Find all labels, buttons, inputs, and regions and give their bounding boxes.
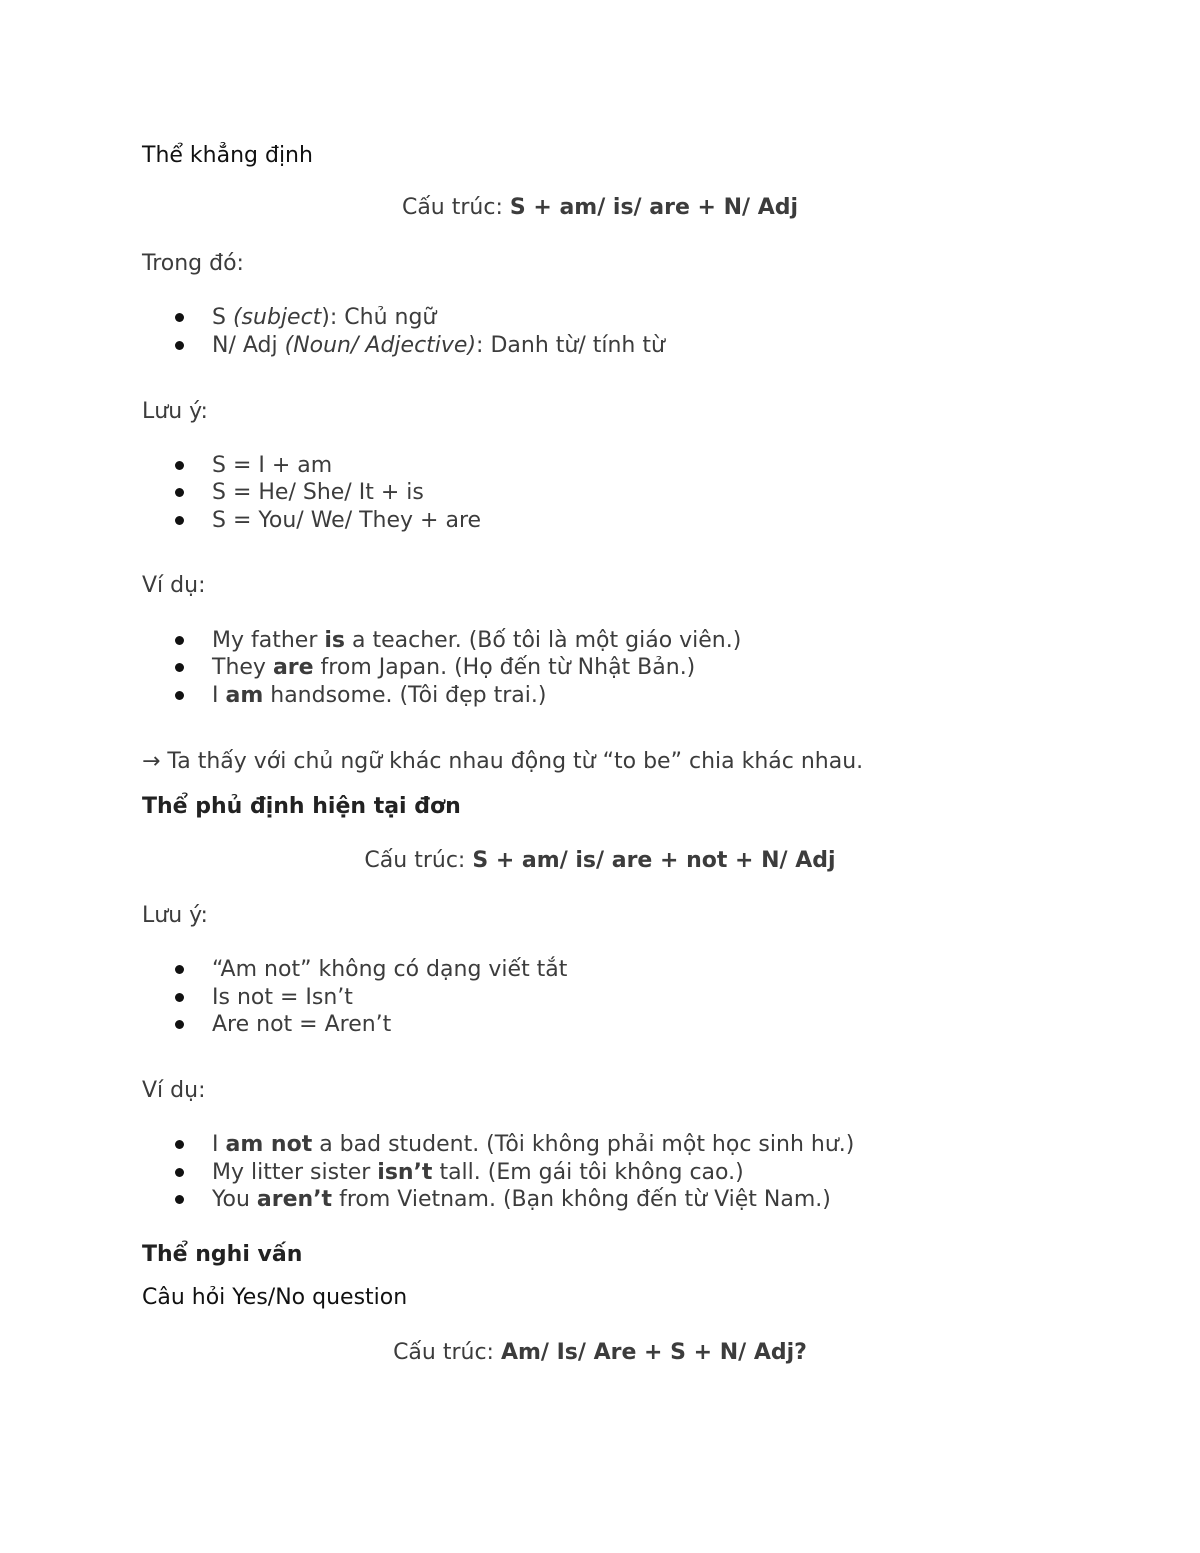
- bullet-icon: [175, 636, 184, 645]
- bullet-icon: [175, 1195, 184, 1204]
- vi-du-label: Ví dụ:: [142, 1078, 206, 1103]
- list-item: My litter sister isn’t tall. (Em gái tôi không cao.): [212, 1159, 744, 1187]
- trong-do-label: Trong đó:: [142, 251, 244, 276]
- list-item: S (subject): Chủ ngữ: [212, 304, 436, 332]
- section-title-interrogative: Thể nghi vấn: [142, 1242, 303, 1267]
- bullet-icon: [175, 1140, 184, 1149]
- list-item: Is not = Isn’t: [212, 984, 353, 1012]
- list-item: S = He/ She/ It + is: [212, 479, 424, 507]
- vi-du-label: Ví dụ:: [142, 573, 206, 598]
- section-subtitle: Câu hỏi Yes/No question: [142, 1285, 408, 1310]
- structure-formula: Am/ Is/ Are + S + N/ Adj?: [500, 1340, 807, 1365]
- structure-interrogative: [0, 1339, 1200, 1367]
- list-item: Are not = Aren’t: [212, 1011, 391, 1039]
- list-item: I am not a bad student. (Tôi không phải một học sinh hư.): [212, 1131, 854, 1159]
- list-item: My father is a teacher. (Bố tôi là một giáo viên.): [212, 627, 741, 655]
- structure-label: Cấu trúc:: [393, 1340, 501, 1365]
- structure-formula: S + am/ is/ are + N/ Adj: [509, 195, 799, 220]
- bullet-icon: [175, 488, 184, 497]
- list-item: N/ Adj (Noun/ Adjective): Danh từ/ tính từ: [212, 332, 665, 360]
- list-item: S = I + am: [212, 452, 332, 480]
- bullet-icon: [175, 516, 184, 525]
- luu-y-label: Lưu ý:: [142, 399, 208, 424]
- list-item: I am handsome. (Tôi đẹp trai.): [212, 682, 546, 710]
- section-title-negative: Thể phủ định hiện tại đơn: [142, 794, 461, 819]
- structure-formula: S + am/ is/ are + not + N/ Adj: [472, 848, 836, 873]
- bullet-icon: [175, 313, 184, 322]
- list-item: S = You/ We/ They + are: [212, 507, 481, 535]
- list-item: You aren’t from Vietnam. (Bạn không đến từ Việt Nam.): [212, 1186, 831, 1214]
- structure-affirmative: [0, 194, 1200, 222]
- section-title-affirmative: Thể khẳng định: [142, 143, 313, 168]
- bullet-icon: [175, 341, 184, 350]
- list-item: They are from Japan. (Họ đến từ Nhật Bản.): [212, 654, 695, 682]
- bullet-icon: [175, 965, 184, 974]
- bullet-icon: [175, 663, 184, 672]
- bullet-icon: [175, 461, 184, 470]
- bullet-icon: [175, 1168, 184, 1177]
- list-item: “Am not” không có dạng viết tắt: [212, 956, 567, 984]
- conclusion-text: → Ta thấy với chủ ngữ khác nhau động từ “to be” chia khác nhau.: [142, 749, 864, 774]
- structure-label: Cấu trúc:: [364, 848, 473, 873]
- bullet-icon: [175, 691, 184, 700]
- bullet-icon: [175, 993, 184, 1002]
- structure-negative: [0, 847, 1200, 875]
- structure-label: Cấu trúc:: [401, 195, 510, 220]
- luu-y-label: Lưu ý:: [142, 903, 208, 928]
- bullet-icon: [175, 1020, 184, 1029]
